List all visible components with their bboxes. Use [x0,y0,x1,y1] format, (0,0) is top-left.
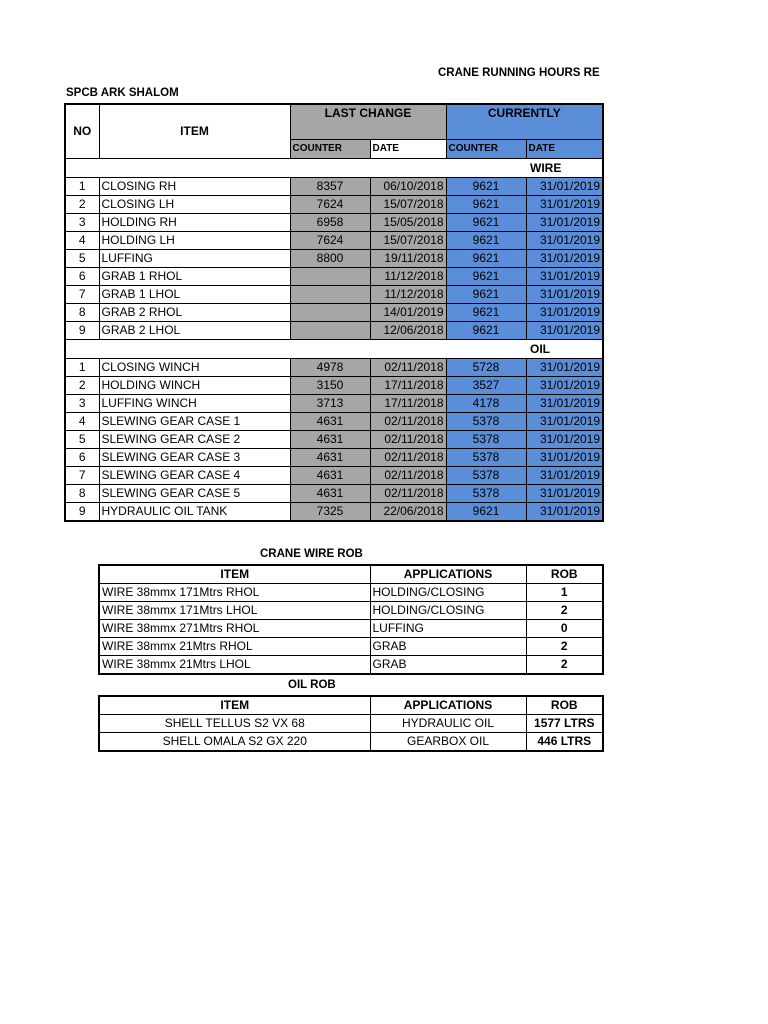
current-date: 31/01/2019 [526,268,603,286]
table-row [65,449,603,467]
last-change-date: 02/11/2018 [370,485,446,503]
last-change-counter: 8800 [290,250,370,268]
rob-application: GRAB [370,638,526,656]
rob-item: WIRE 38mmx 21Mtrs LHOL [99,656,370,675]
table-row [65,503,603,522]
table-row [65,485,603,503]
main-table-body [65,159,603,522]
row-item: SLEWING GEAR CASE 2 [99,431,290,449]
row-number: 6 [65,268,99,286]
current-date: 31/01/2019 [526,395,603,413]
current-counter: 5378 [446,449,526,467]
last-change-counter [290,268,370,286]
table-row [65,250,603,268]
wire-rob-body [99,584,603,675]
row-number: 8 [65,304,99,322]
wire-rob-table [98,564,604,675]
rob-application: HOLDING/CLOSING [370,602,526,620]
rob-value: 1 [526,584,603,602]
current-counter: 9621 [446,268,526,286]
current-counter: 9621 [446,304,526,322]
table-row [65,431,603,449]
section-label: OIL [526,340,603,359]
rob-item: SHELL OMALA S2 GX 220 [99,733,370,752]
last-change-date: 14/01/2019 [370,304,446,322]
row-number: 7 [65,467,99,485]
table-row [99,620,603,638]
current-date: 31/01/2019 [526,178,603,196]
row-number: 3 [65,214,99,232]
current-counter: 9621 [446,322,526,340]
current-date: 31/01/2019 [526,322,603,340]
row-item: HOLDING LH [99,232,290,250]
rob-value: 446 LTRS [526,733,603,752]
last-change-counter: 3713 [290,395,370,413]
row-number: 1 [65,359,99,377]
table-row [99,638,603,656]
current-date: 31/01/2019 [526,196,603,214]
row-item: GRAB 1 LHOL [99,286,290,304]
row-number: 8 [65,485,99,503]
rob-value: 2 [526,656,603,675]
current-counter: 5378 [446,467,526,485]
row-number: 2 [65,377,99,395]
last-change-counter: 4631 [290,413,370,431]
rob-value: 0 [526,620,603,638]
last-change-counter: 4631 [290,485,370,503]
vessel-name: SPCB ARK SHALOM [66,87,179,99]
row-item: GRAB 2 RHOL [99,304,290,322]
table-row [65,322,603,340]
current-date: 31/01/2019 [526,431,603,449]
rob-value: 1577 LTRS [526,715,603,733]
last-change-counter: 4978 [290,359,370,377]
current-date: 31/01/2019 [526,250,603,268]
last-change-counter [290,304,370,322]
table-row [99,715,603,733]
oil-rob-header-item: ITEM [99,696,370,715]
row-number: 6 [65,449,99,467]
row-item: SLEWING GEAR CASE 5 [99,485,290,503]
current-counter: 9621 [446,232,526,250]
last-change-date: 11/12/2018 [370,286,446,304]
table-row [65,214,603,232]
row-number: 1 [65,178,99,196]
row-number: 3 [65,395,99,413]
report-title: CRANE RUNNING HOURS RE [438,67,600,79]
last-change-date: 17/11/2018 [370,377,446,395]
table-row [65,413,603,431]
row-number: 5 [65,250,99,268]
last-change-counter: 8357 [290,178,370,196]
section-row-oil [65,340,603,359]
last-change-counter [290,286,370,304]
table-row [99,656,603,675]
row-item: HOLDING WINCH [99,377,290,395]
table-row [99,602,603,620]
last-change-counter: 4631 [290,467,370,485]
last-change-counter: 6958 [290,214,370,232]
last-change-date: 19/11/2018 [370,250,446,268]
row-item: HYDRAULIC OIL TANK [99,503,290,522]
row-number: 5 [65,431,99,449]
row-number: 9 [65,503,99,522]
current-counter: 9621 [446,214,526,232]
table-row [99,733,603,752]
rob-value: 2 [526,638,603,656]
oil-rob-header-rob: ROB [526,696,603,715]
current-counter: 5378 [446,485,526,503]
rob-application: GEARBOX OIL [370,733,526,752]
last-change-date: 02/11/2018 [370,449,446,467]
row-item: SLEWING GEAR CASE 4 [99,467,290,485]
rob-item: SHELL TELLUS S2 VX 68 [99,715,370,733]
table-row [65,232,603,250]
current-counter: 9621 [446,503,526,522]
subheader-last-date: DATE [370,140,446,159]
last-change-date: 22/06/2018 [370,503,446,522]
oil-rob-body [99,715,603,752]
current-date: 31/01/2019 [526,485,603,503]
last-change-date: 15/05/2018 [370,214,446,232]
row-item: GRAB 1 RHOL [99,268,290,286]
table-row [65,286,603,304]
current-date: 31/01/2019 [526,286,603,304]
last-change-counter: 7624 [290,232,370,250]
row-item: GRAB 2 LHOL [99,322,290,340]
table-row [65,268,603,286]
current-counter: 9621 [446,250,526,268]
current-counter: 9621 [446,178,526,196]
row-item: HOLDING RH [99,214,290,232]
wire-rob-header-item: ITEM [99,565,370,584]
current-counter: 5728 [446,359,526,377]
last-change-counter: 4631 [290,431,370,449]
last-change-counter [290,322,370,340]
rob-item: WIRE 38mmx 271Mtrs RHOL [99,620,370,638]
current-counter: 5378 [446,431,526,449]
section-spacer [65,159,526,178]
row-number: 7 [65,286,99,304]
last-change-date: 17/11/2018 [370,395,446,413]
table-row [99,584,603,602]
table-row [65,304,603,322]
last-change-date: 02/11/2018 [370,413,446,431]
current-date: 31/01/2019 [526,449,603,467]
wire-rob-header-applications: APPLICATIONS [370,565,526,584]
row-number: 4 [65,232,99,250]
rob-item: WIRE 38mmx 21Mtrs RHOL [99,638,370,656]
current-date: 31/01/2019 [526,304,603,322]
section-row-wire [65,159,603,178]
wire-rob-header-rob: ROB [526,565,603,584]
current-counter: 5378 [446,413,526,431]
last-change-date: 11/12/2018 [370,268,446,286]
header-last-change: LAST CHANGE [290,104,446,140]
subheader-last-counter: COUNTER [290,140,370,159]
current-date: 31/01/2019 [526,377,603,395]
current-date: 31/01/2019 [526,503,603,522]
last-change-date: 12/06/2018 [370,322,446,340]
subheader-current-counter: COUNTER [446,140,526,159]
current-counter: 9621 [446,286,526,304]
current-date: 31/01/2019 [526,359,603,377]
table-row [65,196,603,214]
rob-application: LUFFING [370,620,526,638]
header-no: NO [65,104,99,159]
row-number: 9 [65,322,99,340]
row-item: LUFFING WINCH [99,395,290,413]
last-change-date: 15/07/2018 [370,232,446,250]
last-change-date: 02/11/2018 [370,467,446,485]
row-number: 4 [65,413,99,431]
table-row [65,178,603,196]
row-item: LUFFING [99,250,290,268]
crane-running-hours-table [64,103,604,522]
last-change-date: 06/10/2018 [370,178,446,196]
last-change-counter: 4631 [290,449,370,467]
row-item: CLOSING RH [99,178,290,196]
header-currently: CURRENTLY [446,104,603,140]
oil-rob-header-applications: APPLICATIONS [370,696,526,715]
current-date: 31/01/2019 [526,467,603,485]
current-counter: 4178 [446,395,526,413]
table-row [65,467,603,485]
oil-rob-title: OIL ROB [288,679,336,691]
last-change-counter: 3150 [290,377,370,395]
oil-rob-table [98,695,604,752]
last-change-date: 02/11/2018 [370,359,446,377]
current-counter: 3527 [446,377,526,395]
current-date: 31/01/2019 [526,413,603,431]
last-change-date: 15/07/2018 [370,196,446,214]
current-date: 31/01/2019 [526,232,603,250]
last-change-counter: 7325 [290,503,370,522]
header-item: ITEM [99,104,290,159]
row-item: SLEWING GEAR CASE 1 [99,413,290,431]
rob-item: WIRE 38mmx 171Mtrs RHOL [99,584,370,602]
current-date: 31/01/2019 [526,214,603,232]
section-label: WIRE [526,159,603,178]
section-spacer [65,340,526,359]
last-change-date: 02/11/2018 [370,431,446,449]
row-item: CLOSING WINCH [99,359,290,377]
table-row [65,395,603,413]
rob-value: 2 [526,602,603,620]
subheader-current-date: DATE [526,140,603,159]
rob-application: HOLDING/CLOSING [370,584,526,602]
rob-item: WIRE 38mmx 171Mtrs LHOL [99,602,370,620]
rob-application: HYDRAULIC OIL [370,715,526,733]
wire-rob-title: CRANE WIRE ROB [260,548,363,560]
row-number: 2 [65,196,99,214]
table-row [65,359,603,377]
row-item: SLEWING GEAR CASE 3 [99,449,290,467]
row-item: CLOSING LH [99,196,290,214]
last-change-counter: 7624 [290,196,370,214]
current-counter: 9621 [446,196,526,214]
table-row [65,377,603,395]
rob-application: GRAB [370,656,526,675]
